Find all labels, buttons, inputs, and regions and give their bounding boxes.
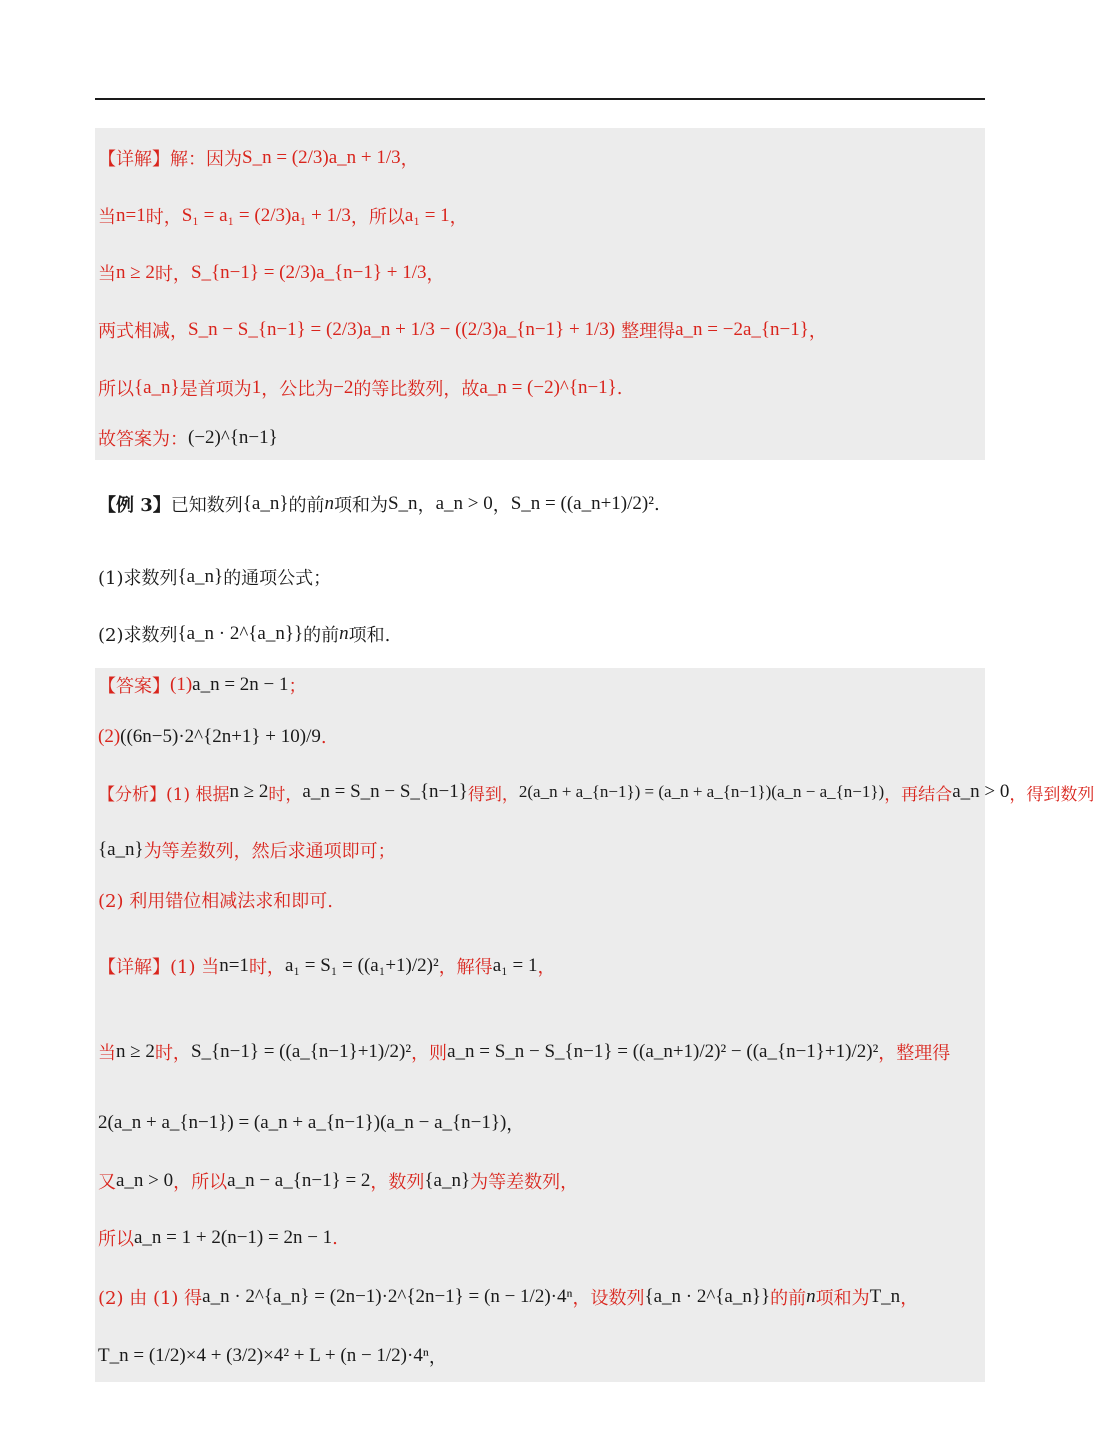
answer-tag: 【答案】 <box>98 676 170 697</box>
analysis-line-1: 【分析】 (1) 根据 n ≥ 2 时， a_n = S_n − S_{n−1} 得到， 2(a_n + a_{n−1}) = (a_n + a_{n−1})(a_n − a_{n−1}) ，再结合 a_n > 0 ，得到数列 <box>98 781 1094 805</box>
header-rule <box>95 98 985 100</box>
detail-line-5: 所以 {a_n} 是首项为 1 ，公比为 −2 的等比数列，故 a_n = (−2)^{n−1} . <box>98 377 623 400</box>
detail-line-1: 【详解】 解：因为 S_n = (2/3)a_n + 1/3 ， <box>98 147 419 170</box>
detail2-line-1: 【详解】 (1) 当 n=1 时， a₁ = S₁ = ((a₁+1)/2)² ，解得 a₁ = 1 ， <box>98 955 556 978</box>
answer-line-1: 【答案】 (1) a_n = 2n − 1 ； <box>98 674 307 697</box>
detail2-line-6: (2) 由 (1) 得 a_n · 2^{a_n} = (2n−1)·2^{2n−1} = (n − 1/2)·4ⁿ ，设数列 {a_n · 2^{a_n}} 的前 n 项和为 T_n ， <box>98 1286 919 1309</box>
analysis-line-2: {a_n} 为等差数列，然后求通项即可； <box>98 839 396 862</box>
detail2-line-4: 又 a_n > 0 ，所以 a_n − a_{n−1} = 2 ，数列 {a_n} 为等差数列， <box>98 1170 579 1193</box>
example-tag: 【例 3】 <box>98 495 171 516</box>
detail2-line-5: 所以 a_n = 1 + 2(n−1) = 2n − 1 . <box>98 1227 338 1250</box>
detail2-tag: 【详解】 <box>98 957 170 978</box>
question-1: (1)求数列 {a_n} 的通项公式； <box>98 566 332 589</box>
answer-line-2: (2) ((6n−5)·2^{2n+1} + 10)/9 . <box>98 726 327 748</box>
detail-line-3: 当 n ≥ 2 时， S_{n−1} = (2/3)a_{n−1} + 1/3 ， <box>98 262 445 285</box>
detail2-line-3: 2(a_n + a_{n−1}) = (a_n + a_{n−1})(a_n − a_{n−1}) ， <box>98 1112 525 1135</box>
example-3-statement: 【例 3】 已知数列 {a_n} 的前 n 项和为 S_n ， a_n > 0 ， S_n = ((a_n+1)/2)² . <box>98 493 660 516</box>
sn-formula: S_n = (2/3)a_n + 1/3 <box>242 147 401 168</box>
question-2: (2)求数列 {a_n · 2^{a_n}} 的前 n 项和. <box>98 623 391 646</box>
analysis-line-3: (2) 利用错位相减法求和即可. <box>98 891 333 912</box>
detail-line-2: 当 n=1 时， S₁ = a₁ = (2/3)a₁ + 1/3 ，所以 a₁ = 1 ， <box>98 205 468 228</box>
detail2-line-2: 当 n ≥ 2 时， S_{n−1} = ((a_{n−1}+1)/2)² ，则 a_n = S_n − S_{n−1} = ((a_n+1)/2)² − ((a_{n−1}+1)/2)² ，整理得 <box>98 1041 951 1064</box>
detail-line-4: 两式相减， S_n − S_{n−1} = (2/3)a_n + 1/3 − ((2/3)a_{n−1} + 1/3) 整理得 a_n = −2a_{n−1} ， <box>98 319 827 342</box>
detail-tag: 【详解】 <box>98 149 170 170</box>
analysis-tag: 【分析】 <box>98 784 166 805</box>
detail2-line-7: T_n = (1/2)×4 + (3/2)×4² + L + (n − 1/2)·4ⁿ ， <box>98 1345 447 1368</box>
detail-line-6: 故答案为： (−2)^{n−1} <box>98 427 278 450</box>
